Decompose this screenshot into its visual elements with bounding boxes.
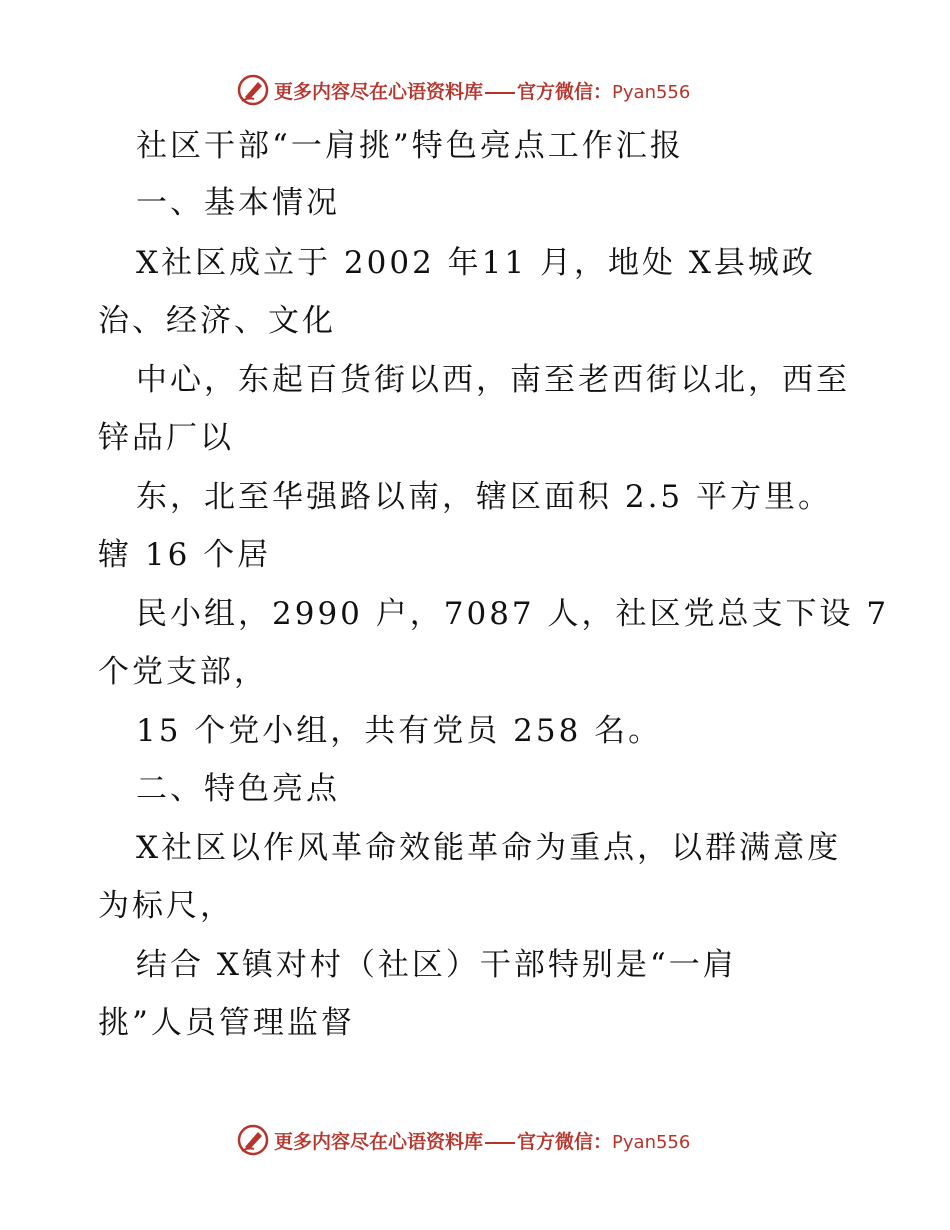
watermark-dash (485, 1142, 515, 1144)
pen-logo-icon (236, 73, 270, 107)
paragraph-line: 中心，东起百货街以西，南至老西街以北，西至 (136, 362, 850, 398)
paragraph-line: 锌品厂以 (98, 420, 234, 456)
paragraph-line: 民小组，2990 户，7087 人，社区党总支下设 7 (136, 596, 890, 632)
watermark-text (274, 77, 690, 104)
watermark-dash (485, 92, 515, 94)
paragraph-line: 治、经济、文化 (98, 303, 336, 339)
paragraph-line: 结合 X镇对村（社区）干部特别是“一肩 (136, 947, 737, 983)
paragraph-line: 为标尺， (98, 888, 234, 924)
paragraph-line: X社区以作风革命效能革命为重点，以群满意度 (136, 830, 842, 866)
paragraph-line: 个党支部， (98, 654, 268, 690)
document-title: 社区干部“一肩挑”特色亮点工作汇报 (136, 128, 684, 164)
watermark-header (236, 72, 690, 108)
section-heading-basic: 一、基本情况 (136, 185, 340, 221)
pen-logo-icon (236, 1123, 270, 1157)
watermark-wechat-label: 官方微信： (517, 1130, 613, 1153)
watermark-footer (236, 1122, 690, 1158)
watermark-site-name: 更多内容尽在心语资料库 (274, 80, 484, 103)
paragraph-line: X社区成立于 2002 年11 月，地处 X县城政 (136, 245, 816, 281)
watermark-text (274, 1127, 690, 1154)
section-heading-highlights: 二、特色亮点 (136, 771, 340, 807)
paragraph-line: 辖 16 个居 (98, 537, 272, 573)
paragraph-line: 东，北至华强路以南，辖区面积 2.5 平方里。 (136, 479, 833, 515)
watermark-wechat-label: 官方微信： (517, 80, 613, 103)
watermark-site-name: 更多内容尽在心语资料库 (274, 1130, 484, 1153)
watermark-wechat-id: Pyan556 (612, 1131, 691, 1153)
paragraph-line: 15 个党小组，共有党员 258 名。 (136, 713, 663, 749)
watermark-wechat-id: Pyan556 (612, 81, 691, 103)
paragraph-line: 挑”人员管理监督 (98, 1005, 355, 1041)
